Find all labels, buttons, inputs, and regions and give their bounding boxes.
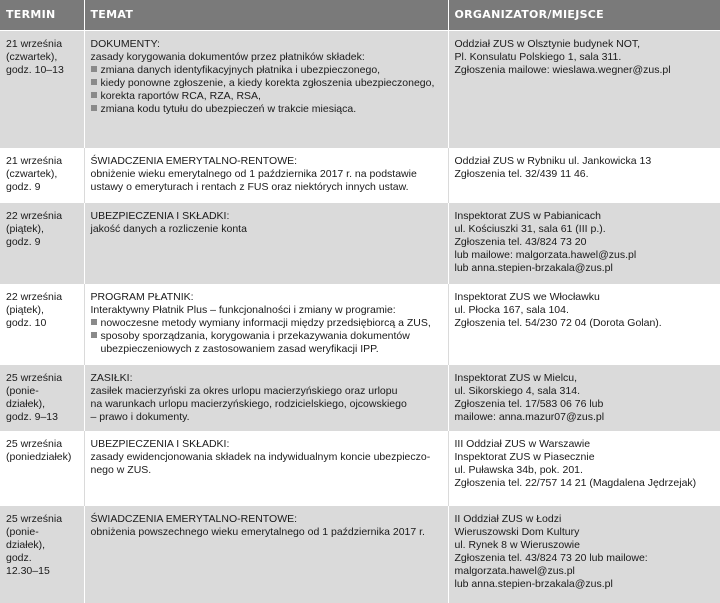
organizator-line: Zgłoszenia tel. 17/583 06 76 lub bbox=[454, 398, 604, 411]
topic-line: zasady korygowania dokumentów przez płatników składek: bbox=[90, 50, 365, 63]
square-bullet-icon bbox=[91, 319, 97, 325]
organizator-line: Pl. Konsulatu Polskiego 1, sala 311. bbox=[454, 50, 622, 63]
topic-line: nego w ZUS. bbox=[90, 464, 152, 477]
organizator-line: mailowe: anna.mazur07@zus.pl bbox=[454, 411, 605, 424]
topic-title: ZASIŁKI: bbox=[90, 372, 133, 385]
table-row bbox=[0, 147, 720, 202]
termin-line: (poniedziałek) bbox=[6, 451, 72, 464]
organizator-line: Zgłoszenia mailowe: wieslawa.wegner@zus.pl bbox=[454, 63, 671, 76]
organizator-line: Zgłoszenia tel. 32/439 11 46. bbox=[454, 167, 589, 180]
header-termin: TERMIN bbox=[0, 0, 84, 30]
termin-line: działek), bbox=[6, 538, 46, 551]
termin-line: (czwartek), bbox=[6, 167, 58, 180]
topic-title: UBEZPIECZENIA I SKŁADKI: bbox=[90, 209, 230, 222]
square-bullet-icon bbox=[91, 79, 97, 85]
square-bullet-icon bbox=[91, 66, 97, 72]
termin-line: 21 września bbox=[6, 154, 63, 167]
termin-line: godz. bbox=[6, 551, 32, 564]
termin-line: 21 września bbox=[6, 37, 63, 50]
bullet-text: korekta raportów RCA, RZA, RSA, bbox=[100, 89, 261, 102]
table-row bbox=[0, 30, 720, 147]
organizator-line: malgorzata.hawel@zus.pl bbox=[454, 564, 575, 577]
termin-line: 25 września bbox=[6, 438, 63, 451]
temat-cell bbox=[84, 365, 448, 431]
topic-line: jakość danych a rozliczenie konta bbox=[90, 222, 247, 235]
bullet-text: sposoby sporządzania, korygowania i przekazywania dokumentów bbox=[100, 330, 410, 342]
organizator-line: Zgłoszenia tel. 54/230 72 04 (Dorota Golan). bbox=[454, 317, 662, 329]
temat-cell bbox=[84, 505, 448, 603]
termin-line: 22 września bbox=[6, 291, 63, 303]
topic-line: – prawo i dokumenty. bbox=[90, 411, 190, 424]
organizator-line: Inspektorat ZUS w Mielcu, bbox=[454, 372, 578, 385]
organizator-cell bbox=[448, 202, 720, 283]
organizator-line: Zgłoszenia tel. 43/824 73 20 bbox=[454, 235, 587, 248]
topic-line: na warunkach urlopu macierzyńskiego, rodzicielskiego, ojcowskiego bbox=[90, 398, 407, 411]
topic-line: zasiłek macierzyński za okres urlopu macierzyńskiego oraz urlopu bbox=[90, 385, 398, 398]
topic-bullet bbox=[91, 103, 442, 116]
bullet-text: nowoczesne metody wymiany informacji między przedsiębiorcą a ZUS, bbox=[100, 317, 431, 329]
table-row bbox=[0, 505, 720, 603]
termin-cell bbox=[0, 505, 84, 603]
organizator-line: Zgłoszenia tel. 43/824 73 20 lub mailowe: bbox=[454, 551, 648, 564]
temat-cell bbox=[84, 202, 448, 283]
temat-cell bbox=[84, 284, 448, 365]
topic-line: obniżenie wieku emerytalnego od 1 października 2017 r. na podstawie bbox=[90, 167, 417, 180]
topic-line: ustawy o emeryturach i rentach z FUS oraz niektórych innych ustaw. bbox=[90, 180, 409, 193]
organizator-cell bbox=[448, 147, 720, 202]
organizator-cell bbox=[448, 365, 720, 431]
table-row bbox=[0, 284, 720, 365]
organizator-line: Zgłoszenia tel. 22/757 14 21 (Magdalena Jędrzejak) bbox=[454, 477, 697, 490]
temat-cell bbox=[84, 30, 448, 147]
organizator-line: ul. Kościuszki 31, sala 61 (III p.). bbox=[454, 222, 606, 235]
bullet-continuation: ubezpieczeniowych z zastosowaniem zasad weryfikacji IPP. bbox=[100, 343, 379, 355]
organizator-cell bbox=[448, 30, 720, 147]
header-row bbox=[0, 0, 720, 30]
organizator-line: Wieruszowski Dom Kultury bbox=[454, 525, 580, 538]
topic-bullet bbox=[91, 317, 442, 330]
termin-cell bbox=[0, 202, 84, 283]
organizator-line: lub anna.stepien-brzakala@zus.pl bbox=[454, 577, 613, 590]
organizator-line: ul. Puławska 34b, pok. 201. bbox=[454, 464, 583, 477]
termin-line: 12.30–15 bbox=[6, 564, 50, 577]
organizator-cell bbox=[448, 505, 720, 603]
square-bullet-icon bbox=[91, 332, 97, 338]
topic-bullet bbox=[91, 90, 442, 103]
topic-line: Interaktywny Płatnik Plus – funkcjonalności i zmiany w programie: bbox=[90, 304, 396, 316]
bullet-text: kiedy ponowne zgłoszenie, a kiedy korekta zgłoszenia ubezpieczonego, bbox=[100, 76, 435, 89]
termin-line: 22 września bbox=[6, 209, 63, 222]
organizator-line: lub mailowe: malgorzata.hawel@zus.pl bbox=[454, 248, 637, 261]
table-row bbox=[0, 202, 720, 283]
temat-cell bbox=[84, 147, 448, 202]
termin-cell bbox=[0, 147, 84, 202]
organizator-line: Inspektorat ZUS w Pabianicach bbox=[454, 209, 601, 222]
termin-cell bbox=[0, 365, 84, 431]
termin-line: 25 września bbox=[6, 372, 63, 385]
termin-line: (czwartek), bbox=[6, 50, 58, 63]
termin-line: 25 września bbox=[6, 512, 63, 525]
header-temat: TEMAT bbox=[84, 0, 448, 30]
topic-bullet bbox=[91, 77, 442, 90]
organizator-line: lub anna.stepien-brzakala@zus.pl bbox=[454, 261, 613, 274]
organizator-line: Inspektorat ZUS w Piasecznie bbox=[454, 451, 595, 464]
termin-line: godz. 10 bbox=[6, 317, 47, 329]
organizator-line: Inspektorat ZUS we Włocławku bbox=[454, 291, 600, 303]
organizator-line: Oddział ZUS w Rybniku ul. Jankowicka 13 bbox=[454, 154, 652, 167]
organizator-cell bbox=[448, 431, 720, 505]
topic-title: ŚWIADCZENIA EMERYTALNO-RENTOWE: bbox=[90, 154, 298, 167]
termin-line: (piątek), bbox=[6, 222, 44, 235]
organizator-line: ul. Rynek 8 w Wieruszowie bbox=[454, 538, 580, 551]
organizator-line: II Oddział ZUS w Łodzi bbox=[454, 512, 562, 525]
termin-line: (ponie- bbox=[6, 525, 39, 538]
topic-bullet bbox=[91, 64, 442, 77]
bullet-text: zmiana kodu tytułu do ubezpieczeń w trakcie miesiąca. bbox=[100, 102, 357, 115]
bullet-text: zmiana danych identyfikacyjnych płatnika i ubezpieczonego, bbox=[100, 63, 381, 76]
temat-cell bbox=[84, 431, 448, 505]
termin-cell bbox=[0, 431, 84, 505]
organizator-cell bbox=[448, 284, 720, 365]
termin-line: (ponie- bbox=[6, 385, 39, 398]
square-bullet-icon bbox=[91, 105, 97, 111]
topic-title: DOKUMENTY: bbox=[90, 37, 160, 50]
termin-line: (piątek), bbox=[6, 304, 44, 316]
termin-cell bbox=[0, 284, 84, 365]
topic-title: PROGRAM PŁATNIK: bbox=[90, 291, 194, 303]
topic-line: obniżenia powszechnego wieku emerytalnego od 1 października 2017 r. bbox=[90, 525, 425, 538]
topic-title: ŚWIADCZENIA EMERYTALNO-RENTOWE: bbox=[90, 512, 298, 525]
topic-line: zasady ewidencjonowania składek na indywidualnym koncie ubezpieczo- bbox=[90, 451, 431, 464]
topic-bullet bbox=[91, 330, 442, 343]
topic-title: UBEZPIECZENIA I SKŁADKI: bbox=[90, 438, 230, 451]
table-row bbox=[0, 431, 720, 505]
termin-line: godz. 9 bbox=[6, 180, 41, 193]
termin-line: godz. 10–13 bbox=[6, 63, 64, 76]
termin-line: działek), bbox=[6, 398, 46, 411]
organizator-line: ul. Sikorskiego 4, sala 314. bbox=[454, 385, 580, 398]
termin-line: godz. 9–13 bbox=[6, 411, 58, 424]
termin-line: godz. 9 bbox=[6, 235, 41, 248]
square-bullet-icon bbox=[91, 92, 97, 98]
organizator-line: III Oddział ZUS w Warszawie bbox=[454, 438, 591, 451]
table-row bbox=[0, 365, 720, 431]
termin-cell bbox=[0, 30, 84, 147]
organizator-line: ul. Płocka 167, sala 104. bbox=[454, 304, 569, 316]
organizator-line: Oddział ZUS w Olsztynie budynek NOT, bbox=[454, 37, 641, 50]
header-organizator: ORGANIZATOR/MIEJSCE bbox=[448, 0, 720, 30]
